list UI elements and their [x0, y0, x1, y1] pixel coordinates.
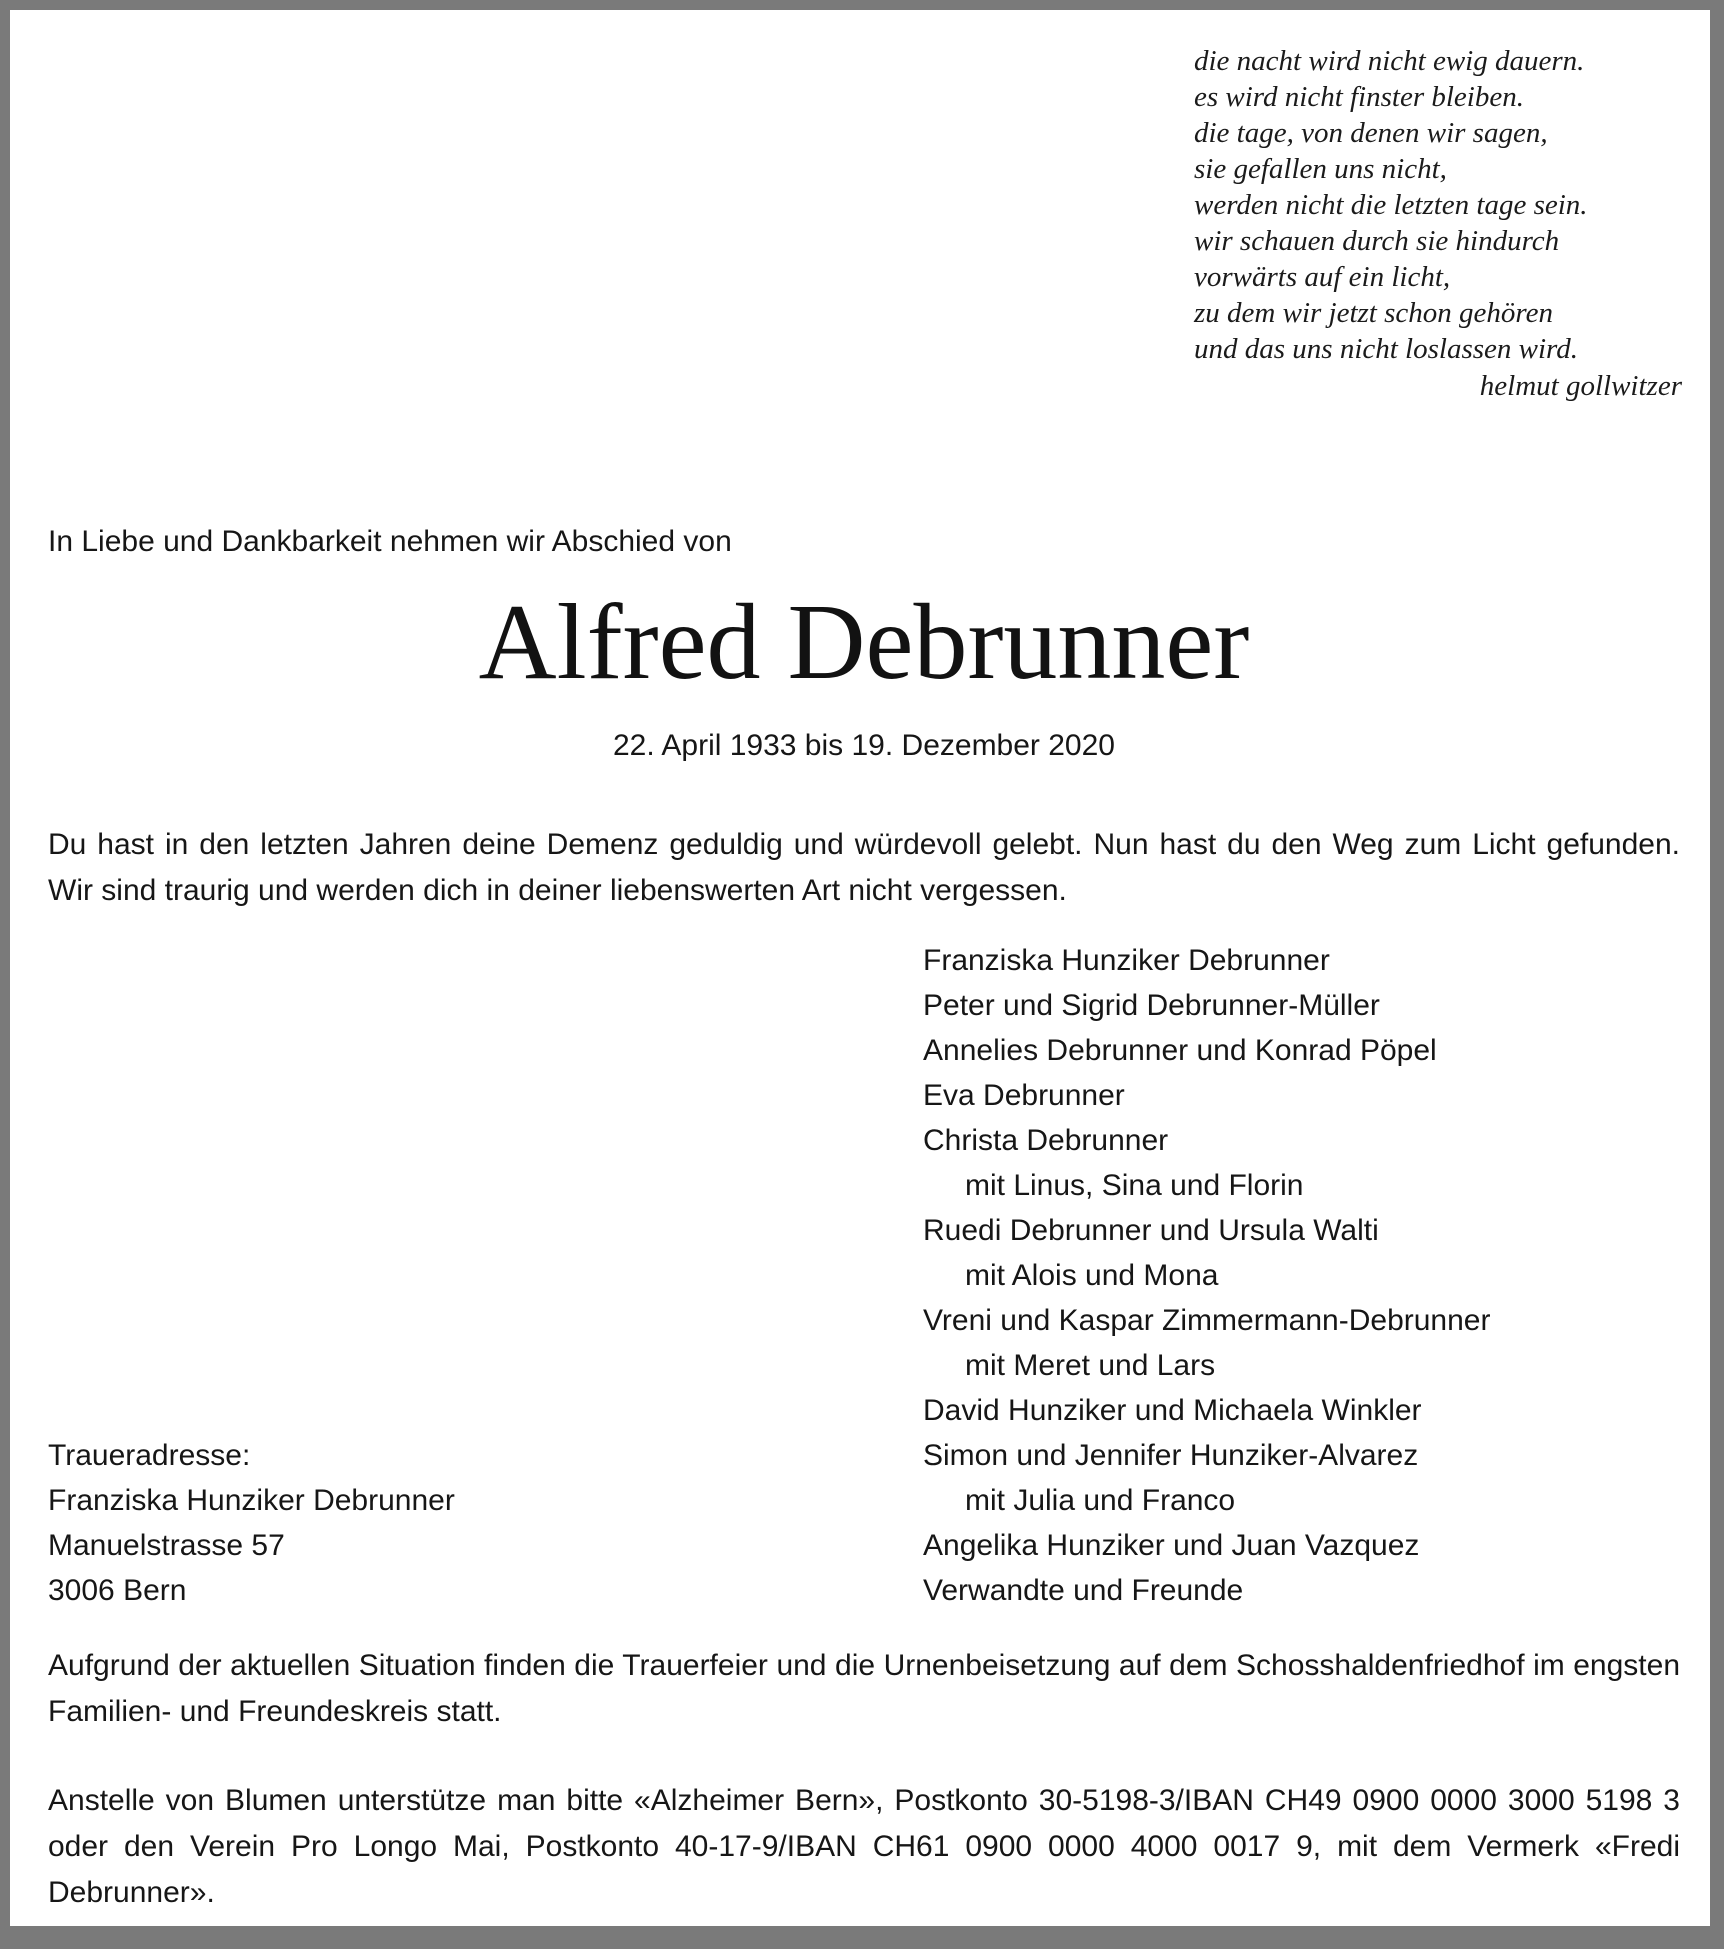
family-member: David Hunziker und Michaela Winkler: [923, 1394, 1422, 1427]
funeral-notice: Aufgrund der aktuellen Situation finden die Trauerfeier und die Urnenbeisetzung auf dem Schosshaldenfriedhof im engsten Familien- und Freundeskreis statt.: [48, 1649, 1680, 1728]
poem-lines: [1194, 43, 1682, 367]
mourning-address-label: Traueradresse:: [48, 1439, 251, 1472]
family-member: Vreni und Kaspar Zimmermann-Debrunner: [923, 1304, 1491, 1337]
poem-line: sie gefallen uns nicht,: [1194, 153, 1447, 185]
family-member: Eva Debrunner: [923, 1079, 1125, 1112]
family-member: mit Meret und Lars: [965, 1349, 1216, 1382]
poem-line: die nacht wird nicht ewig dauern.: [1194, 45, 1585, 77]
poem-line: zu dem wir jetzt schon gehören: [1194, 297, 1553, 329]
life-dates: 22. April 1933 bis 19. Dezember 2020: [613, 729, 1115, 762]
poem-line: und das uns nicht loslassen wird.: [1194, 333, 1579, 365]
poem-line: die tage, von denen wir sagen,: [1194, 117, 1548, 149]
poem-line: wir schauen durch sie hindurch: [1194, 225, 1560, 257]
family-member: Angelika Hunziker und Juan Vazquez: [923, 1529, 1420, 1562]
poem-attribution: helmut gollwitzer: [1479, 370, 1682, 402]
family-member: Simon und Jennifer Hunziker-Alvarez: [923, 1439, 1419, 1472]
poem-line: vorwärts auf ein licht,: [1194, 261, 1451, 293]
address-line: Franziska Hunziker Debrunner: [48, 1484, 455, 1517]
address-line: 3006 Bern: [48, 1574, 187, 1607]
deceased-name: Alfred Debrunner: [478, 583, 1250, 702]
family-member: Peter und Sigrid Debrunner-Müller: [923, 989, 1380, 1022]
obituary-text: Du hast in den letzten Jahren deine Demenz geduldig und würdevoll gelebt. Nun hast du den Weg zum Licht gefunden. Wir sind traurig und werden dich in deiner liebenswerten Art nicht vergessen.: [48, 828, 1680, 907]
family-member: Franziska Hunziker Debrunner: [923, 944, 1330, 977]
family-member: mit Julia und Franco: [965, 1484, 1236, 1517]
family-member: mit Alois und Mona: [965, 1259, 1219, 1292]
memorial-poem: [1194, 43, 1682, 404]
family-member: mit Linus, Sina und Florin: [965, 1169, 1304, 1202]
mourning-address-lines: [48, 1478, 455, 1613]
family-list: [923, 938, 1490, 1613]
address-line: Manuelstrasse 57: [48, 1529, 285, 1562]
family-member: Annelies Debrunner und Konrad Pöpel: [923, 1034, 1437, 1067]
family-member: Christa Debrunner: [923, 1124, 1169, 1157]
intro-line: In Liebe und Dankbarkeit nehmen wir Abschied von: [48, 525, 732, 558]
poem-line: werden nicht die letzten tage sein.: [1194, 189, 1588, 221]
donation-notice: Anstelle von Blumen unterstütze man bitte «Alzheimer Bern», Postkonto 30-5198-3/IBAN CH49 0900 0000 3000 5198 3 oder den Verein Pro Longo Mai, Postkonto 40-17-9/IBAN CH61 0900 0000 4000 0017 9, mit dem Vermerk «Fredi Debrunner».: [48, 1784, 1680, 1909]
family-member: Ruedi Debrunner und Ursula Walti: [923, 1214, 1379, 1247]
poem-line: es wird nicht finster bleiben.: [1194, 81, 1524, 113]
family-member: Verwandte und Freunde: [923, 1574, 1244, 1607]
mourning-address: [48, 1433, 455, 1613]
